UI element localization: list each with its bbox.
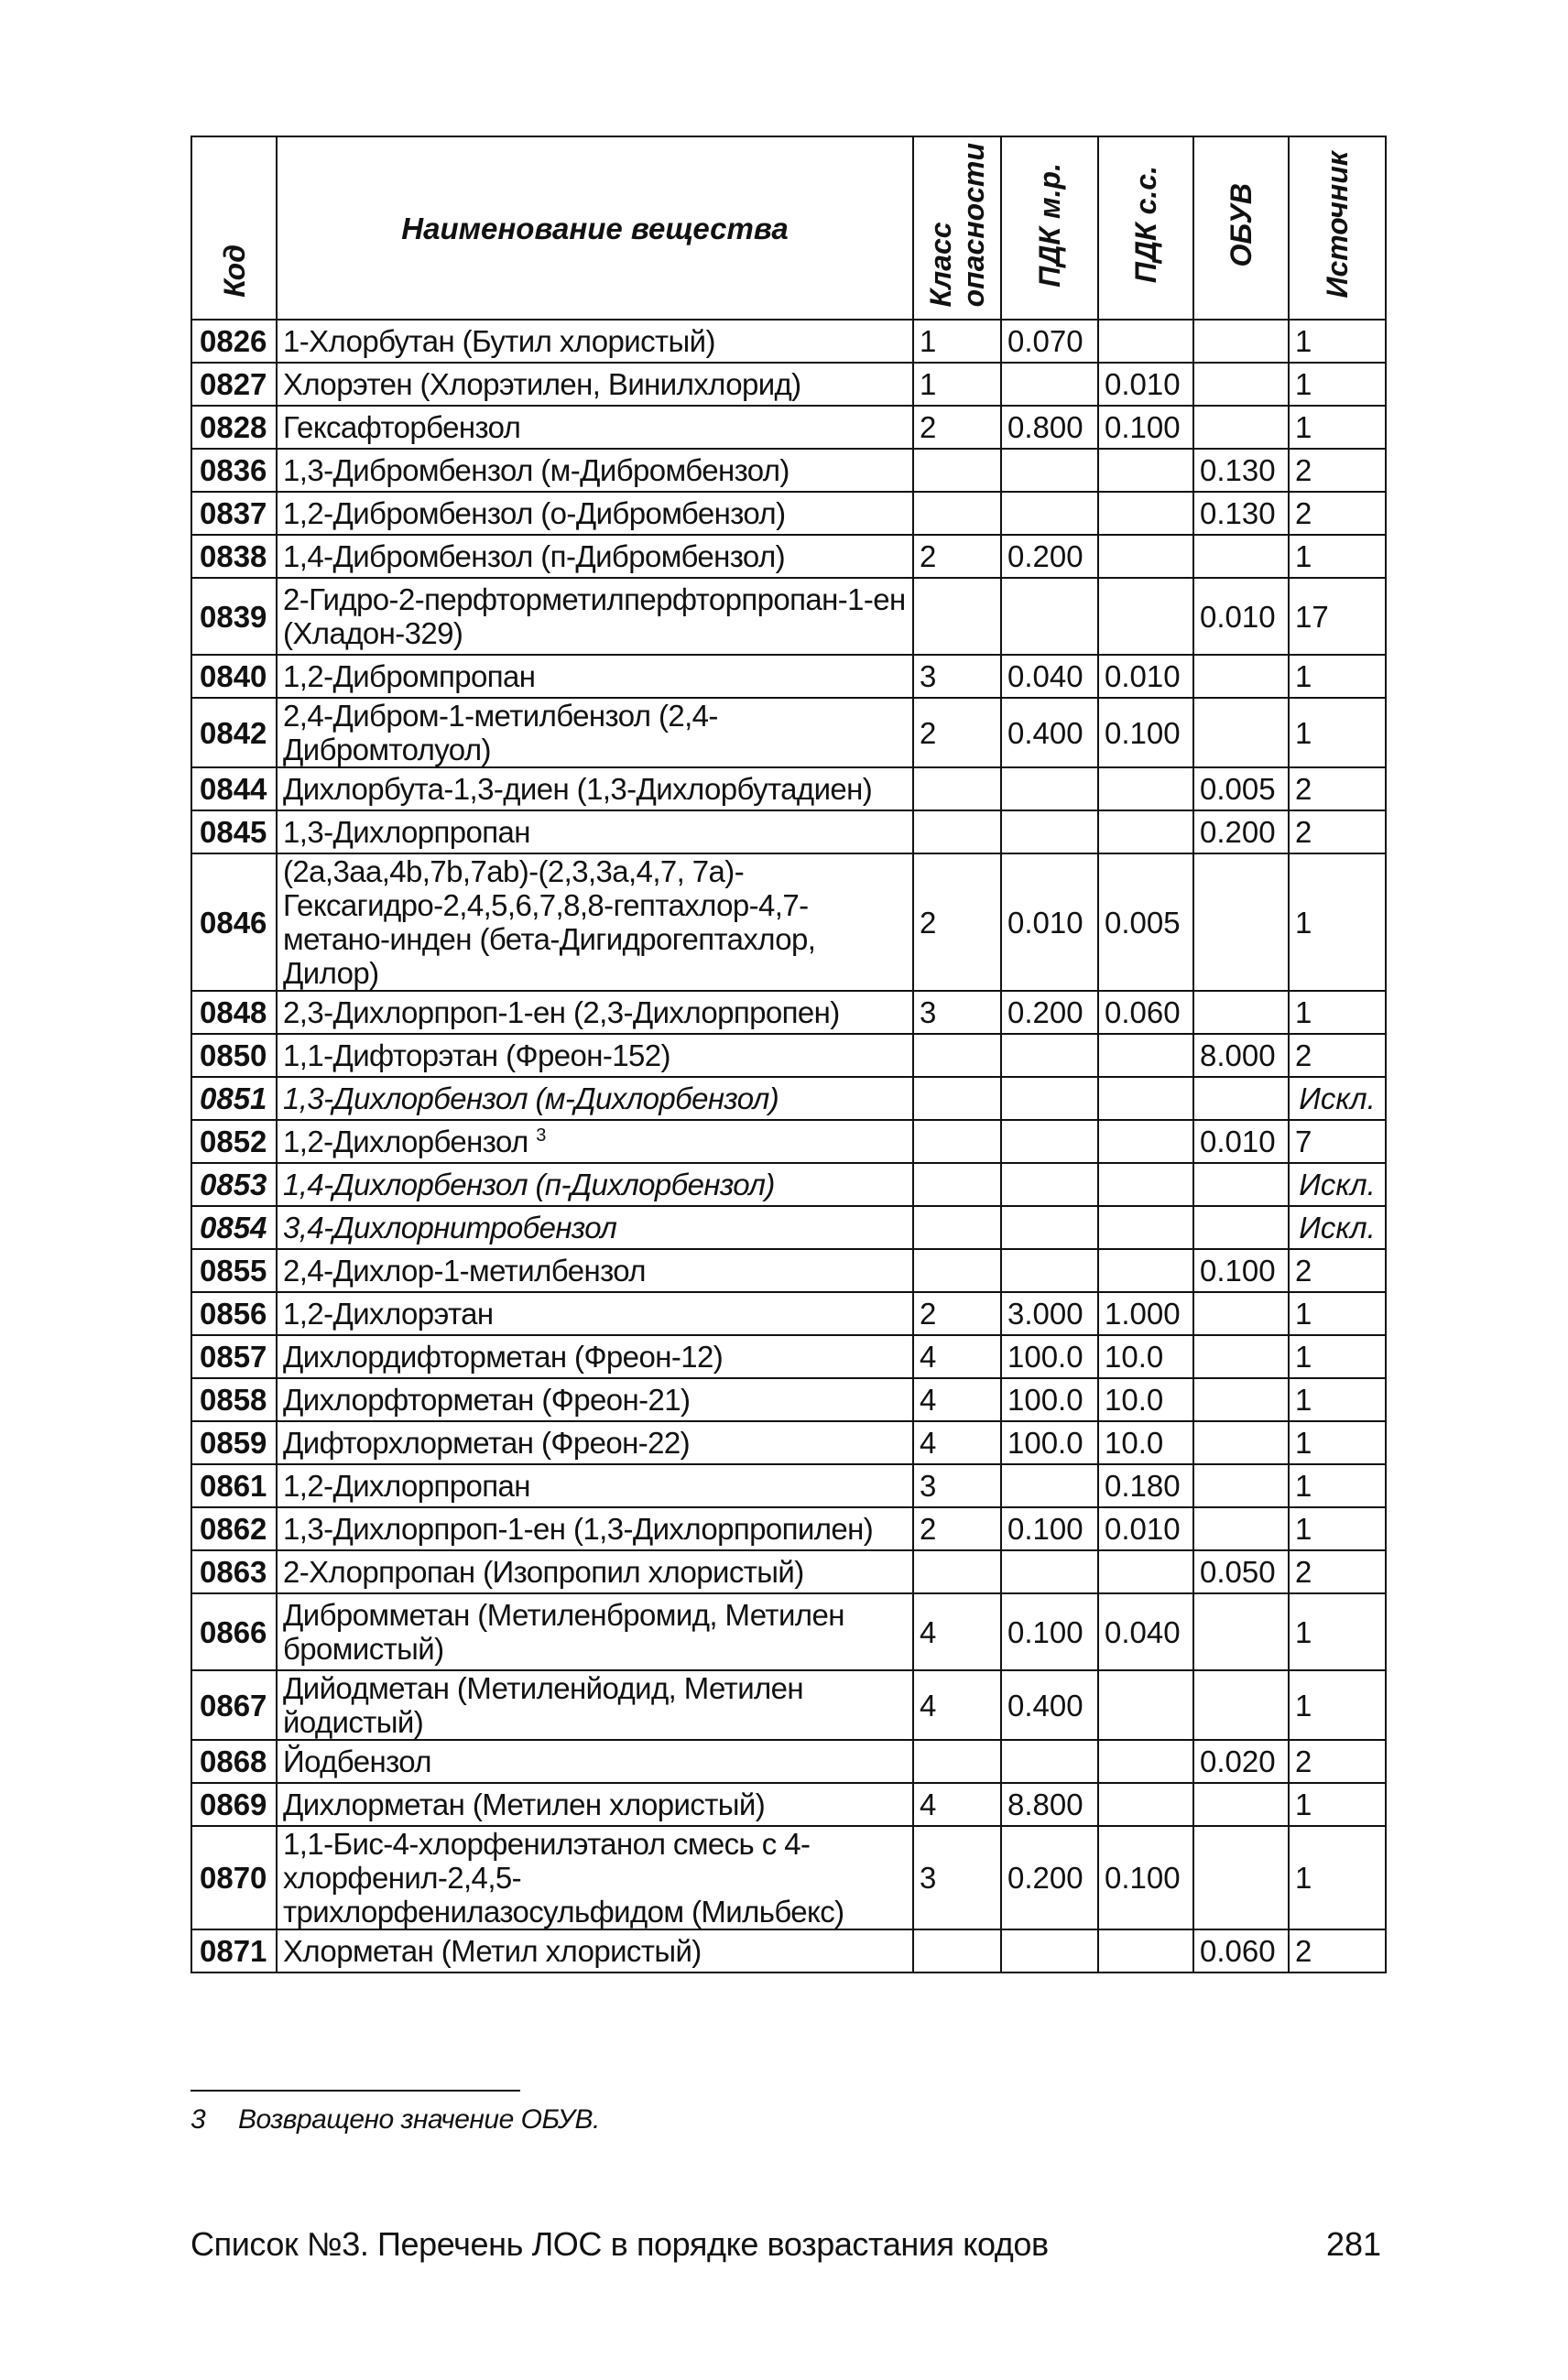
cell-code: 0848 bbox=[191, 991, 277, 1034]
cell-pdk-mr bbox=[1001, 810, 1098, 853]
table-row bbox=[191, 1120, 1386, 1163]
cell-pdk-mr: 0.010 bbox=[1001, 853, 1098, 991]
table-row bbox=[191, 1593, 1386, 1670]
table-body bbox=[191, 320, 1386, 1972]
cell-name: Хлорметан (Метил хлористый) bbox=[277, 1929, 913, 1972]
cell-pdk-mr bbox=[1001, 1249, 1098, 1292]
table-row bbox=[191, 578, 1386, 655]
cell-name: 1,2-Дихлорбензол $^3$ bbox=[277, 1120, 913, 1163]
cell-code: 0861 bbox=[191, 1464, 277, 1507]
cell-source: Искл. bbox=[1289, 1163, 1386, 1206]
cell-code: 0854 bbox=[191, 1206, 277, 1249]
cell-source: 1 bbox=[1289, 1593, 1386, 1670]
cell-obuv bbox=[1193, 853, 1289, 991]
table-row bbox=[191, 1550, 1386, 1593]
table-row bbox=[191, 1421, 1386, 1464]
cell-pdk-ss bbox=[1098, 1740, 1193, 1783]
cell-pdk-ss: 1.000 bbox=[1098, 1292, 1193, 1335]
cell-source: 1 bbox=[1289, 1670, 1386, 1740]
cell-pdk-mr: 0.200 bbox=[1001, 1826, 1098, 1929]
cell-name: Дихлорбута-1,3-диен (1,3-Дихлорбутадиен) bbox=[277, 767, 913, 810]
cell-hazard-class bbox=[913, 767, 1001, 810]
cell-pdk-ss: 0.005 bbox=[1098, 853, 1193, 991]
cell-pdk-ss: 0.180 bbox=[1098, 1464, 1193, 1507]
cell-name: 1-Хлорбутан (Бутил хлористый) bbox=[277, 320, 913, 363]
cell-obuv bbox=[1193, 655, 1289, 698]
cell-code: 0855 bbox=[191, 1249, 277, 1292]
table-row bbox=[191, 1206, 1386, 1249]
header-pdk-ss-label: ПДК с.с. bbox=[1129, 166, 1162, 284]
cell-obuv bbox=[1193, 1783, 1289, 1826]
header-pdk-mr bbox=[1001, 136, 1098, 320]
cell-source: 2 bbox=[1289, 1929, 1386, 1972]
cell-code: 0853 bbox=[191, 1163, 277, 1206]
cell-code: 0857 bbox=[191, 1335, 277, 1378]
table-header-row bbox=[191, 136, 1386, 320]
header-obuv-label: ОБУВ bbox=[1225, 182, 1258, 267]
cell-hazard-class: 3 bbox=[913, 1826, 1001, 1929]
cell-obuv bbox=[1193, 363, 1289, 406]
cell-hazard-class bbox=[913, 1120, 1001, 1163]
table-row bbox=[191, 767, 1386, 810]
cell-pdk-ss bbox=[1098, 1120, 1193, 1163]
cell-hazard-class bbox=[913, 492, 1001, 535]
table-row bbox=[191, 320, 1386, 363]
cell-pdk-mr: 100.0 bbox=[1001, 1335, 1098, 1378]
cell-pdk-ss bbox=[1098, 810, 1193, 853]
header-source-label: Источник bbox=[1321, 151, 1354, 299]
cell-hazard-class: 4 bbox=[913, 1670, 1001, 1740]
cell-obuv: 8.000 bbox=[1193, 1034, 1289, 1077]
cell-hazard-class bbox=[913, 1206, 1001, 1249]
cell-pdk-mr: 0.200 bbox=[1001, 535, 1098, 578]
cell-code: 0852 bbox=[191, 1120, 277, 1163]
cell-code: 0867 bbox=[191, 1670, 277, 1740]
header-code bbox=[191, 136, 277, 320]
cell-pdk-ss: 10.0 bbox=[1098, 1335, 1193, 1378]
cell-source: Искл. bbox=[1289, 1206, 1386, 1249]
cell-name: Дихлорфторметан (Фреон-21) bbox=[277, 1378, 913, 1421]
header-name bbox=[277, 136, 913, 320]
table-row bbox=[191, 655, 1386, 698]
cell-hazard-class bbox=[913, 1077, 1001, 1120]
table-row bbox=[191, 492, 1386, 535]
cell-name: Гексафторбензол bbox=[277, 406, 913, 449]
cell-name: 2,3-Дихлорпроп-1-ен (2,3-Дихлорпропен) bbox=[277, 991, 913, 1034]
cell-hazard-class bbox=[913, 1929, 1001, 1972]
cell-pdk-mr bbox=[1001, 1929, 1098, 1972]
cell-obuv: 0.060 bbox=[1193, 1929, 1289, 1972]
footnote-number: 3 bbox=[191, 2104, 206, 2135]
cell-pdk-ss bbox=[1098, 1670, 1193, 1740]
cell-name: 1,3-Дибромбензол (м-Дибромбензол) bbox=[277, 449, 913, 492]
substances-table-wrapper bbox=[191, 136, 1385, 1973]
cell-obuv bbox=[1193, 1378, 1289, 1421]
cell-source: 2 bbox=[1289, 1550, 1386, 1593]
cell-name: Дийодметан (Метиленйодид, Метилен йодистый) bbox=[277, 1670, 913, 1740]
cell-code: 0836 bbox=[191, 449, 277, 492]
cell-pdk-mr: 0.400 bbox=[1001, 698, 1098, 767]
cell-pdk-mr: 0.100 bbox=[1001, 1593, 1098, 1670]
table-row bbox=[191, 698, 1386, 767]
cell-obuv bbox=[1193, 320, 1289, 363]
cell-code: 0868 bbox=[191, 1740, 277, 1783]
cell-pdk-ss bbox=[1098, 578, 1193, 655]
cell-hazard-class bbox=[913, 1034, 1001, 1077]
cell-pdk-ss bbox=[1098, 1550, 1193, 1593]
cell-pdk-ss bbox=[1098, 1783, 1193, 1826]
cell-code: 0856 bbox=[191, 1292, 277, 1335]
cell-code: 0851 bbox=[191, 1077, 277, 1120]
cell-obuv bbox=[1193, 1464, 1289, 1507]
cell-hazard-class: 1 bbox=[913, 320, 1001, 363]
cell-hazard-class: 3 bbox=[913, 655, 1001, 698]
cell-name: Хлорэтен (Хлорэтилен, Винилхлорид) bbox=[277, 363, 913, 406]
cell-obuv bbox=[1193, 535, 1289, 578]
cell-pdk-ss: 0.040 bbox=[1098, 1593, 1193, 1670]
cell-code: 0859 bbox=[191, 1421, 277, 1464]
footnote-reference: 3 bbox=[536, 1125, 546, 1146]
cell-pdk-mr bbox=[1001, 1550, 1098, 1593]
cell-code: 0866 bbox=[191, 1593, 277, 1670]
cell-pdk-ss bbox=[1098, 1929, 1193, 1972]
cell-pdk-ss: 0.060 bbox=[1098, 991, 1193, 1034]
cell-pdk-ss bbox=[1098, 535, 1193, 578]
cell-pdk-mr bbox=[1001, 1077, 1098, 1120]
cell-source: 1 bbox=[1289, 991, 1386, 1034]
cell-hazard-class bbox=[913, 449, 1001, 492]
cell-name: Дифторхлорметан (Фреон-22) bbox=[277, 1421, 913, 1464]
cell-pdk-ss bbox=[1098, 1163, 1193, 1206]
cell-code: 0837 bbox=[191, 492, 277, 535]
cell-obuv bbox=[1193, 1292, 1289, 1335]
cell-source: 1 bbox=[1289, 1421, 1386, 1464]
cell-obuv bbox=[1193, 1421, 1289, 1464]
cell-hazard-class: 3 bbox=[913, 991, 1001, 1034]
cell-code: 0845 bbox=[191, 810, 277, 853]
cell-code: 0827 bbox=[191, 363, 277, 406]
cell-name: 1,4-Дихлорбензол (п-Дихлорбензол) bbox=[277, 1163, 913, 1206]
cell-source: 2 bbox=[1289, 449, 1386, 492]
cell-code: 0858 bbox=[191, 1378, 277, 1421]
cell-code: 0862 bbox=[191, 1507, 277, 1550]
cell-pdk-mr: 0.400 bbox=[1001, 1670, 1098, 1740]
cell-name: 2,4-Дихлор-1-метилбензол bbox=[277, 1249, 913, 1292]
table-row bbox=[191, 535, 1386, 578]
cell-name: 1,2-Дибромпропан bbox=[277, 655, 913, 698]
cell-pdk-mr bbox=[1001, 1034, 1098, 1077]
cell-source: 1 bbox=[1289, 655, 1386, 698]
cell-name: 2-Хлорпропан (Изопропил хлористый) bbox=[277, 1550, 913, 1593]
cell-obuv bbox=[1193, 1206, 1289, 1249]
cell-source: Искл. bbox=[1289, 1077, 1386, 1120]
cell-pdk-ss: 0.010 bbox=[1098, 1507, 1193, 1550]
cell-hazard-class: 4 bbox=[913, 1335, 1001, 1378]
cell-name: 1,1-Дифторэтан (Фреон-152) bbox=[277, 1034, 913, 1077]
cell-hazard-class: 4 bbox=[913, 1783, 1001, 1826]
cell-pdk-mr: 100.0 bbox=[1001, 1378, 1098, 1421]
cell-source: 17 bbox=[1289, 578, 1386, 655]
table-row bbox=[191, 406, 1386, 449]
cell-source: 1 bbox=[1289, 363, 1386, 406]
cell-pdk-ss bbox=[1098, 1249, 1193, 1292]
table-row bbox=[191, 1335, 1386, 1378]
cell-code: 0870 bbox=[191, 1826, 277, 1929]
cell-pdk-ss: 10.0 bbox=[1098, 1378, 1193, 1421]
cell-obuv: 0.020 bbox=[1193, 1740, 1289, 1783]
cell-source: 1 bbox=[1289, 1292, 1386, 1335]
cell-source: 1 bbox=[1289, 1507, 1386, 1550]
table-row bbox=[191, 1464, 1386, 1507]
table-row bbox=[191, 1929, 1386, 1972]
cell-code: 0871 bbox=[191, 1929, 277, 1972]
table-row bbox=[191, 991, 1386, 1034]
cell-source: 1 bbox=[1289, 535, 1386, 578]
cell-source: 7 bbox=[1289, 1120, 1386, 1163]
cell-source: 1 bbox=[1289, 698, 1386, 767]
cell-code: 0840 bbox=[191, 655, 277, 698]
cell-code: 0844 bbox=[191, 767, 277, 810]
cell-hazard-class: 4 bbox=[913, 1421, 1001, 1464]
table-row bbox=[191, 1163, 1386, 1206]
cell-source: 1 bbox=[1289, 406, 1386, 449]
cell-obuv bbox=[1193, 1593, 1289, 1670]
cell-hazard-class bbox=[913, 1163, 1001, 1206]
cell-source: 2 bbox=[1289, 1740, 1386, 1783]
header-hazard-class-label: Класс опасности bbox=[924, 142, 990, 308]
substances-table bbox=[191, 136, 1387, 1973]
cell-pdk-ss: 0.010 bbox=[1098, 655, 1193, 698]
cell-name: 1,1-Бис-4-хлорфенилэтанол смесь с 4-хлорфенил-2,4,5-трихлорфенилазосульфидом (Мильбекс) bbox=[277, 1826, 913, 1929]
cell-pdk-mr bbox=[1001, 1464, 1098, 1507]
table-row bbox=[191, 1783, 1386, 1826]
cell-name: 1,2-Дихлорпропан bbox=[277, 1464, 913, 1507]
cell-obuv bbox=[1193, 1335, 1289, 1378]
cell-pdk-mr bbox=[1001, 1206, 1098, 1249]
cell-name: Дихлорметан (Метилен хлористый) bbox=[277, 1783, 913, 1826]
cell-obuv: 0.050 bbox=[1193, 1550, 1289, 1593]
table-row bbox=[191, 1670, 1386, 1740]
cell-source: 1 bbox=[1289, 1464, 1386, 1507]
header-pdk-mr-label: ПДК м.р. bbox=[1033, 162, 1066, 288]
cell-name: 1,3-Дихлорпропан bbox=[277, 810, 913, 853]
cell-code: 0869 bbox=[191, 1783, 277, 1826]
cell-source: 2 bbox=[1289, 767, 1386, 810]
cell-pdk-ss: 10.0 bbox=[1098, 1421, 1193, 1464]
header-source bbox=[1289, 136, 1386, 320]
footnote bbox=[191, 2104, 600, 2135]
cell-obuv bbox=[1193, 1507, 1289, 1550]
cell-hazard-class: 2 bbox=[913, 1292, 1001, 1335]
cell-pdk-ss: 0.100 bbox=[1098, 698, 1193, 767]
cell-name: 1,3-Дихлорбензол (м-Дихлорбензол) bbox=[277, 1077, 913, 1120]
header-code-label: Код bbox=[217, 244, 251, 298]
cell-hazard-class bbox=[913, 1249, 1001, 1292]
cell-obuv: 0.130 bbox=[1193, 449, 1289, 492]
cell-code: 0842 bbox=[191, 698, 277, 767]
cell-pdk-mr bbox=[1001, 492, 1098, 535]
cell-obuv bbox=[1193, 1163, 1289, 1206]
cell-pdk-mr: 0.800 bbox=[1001, 406, 1098, 449]
cell-pdk-ss bbox=[1098, 1077, 1193, 1120]
cell-pdk-ss bbox=[1098, 449, 1193, 492]
footnote-text: Возвращено значение ОБУВ. bbox=[238, 2104, 600, 2135]
cell-obuv: 0.010 bbox=[1193, 578, 1289, 655]
table-row bbox=[191, 1826, 1386, 1929]
header-obuv bbox=[1193, 136, 1289, 320]
cell-pdk-ss: 0.100 bbox=[1098, 406, 1193, 449]
table-row bbox=[191, 1077, 1386, 1120]
cell-code: 0850 bbox=[191, 1034, 277, 1077]
cell-pdk-mr: 3.000 bbox=[1001, 1292, 1098, 1335]
cell-source: 1 bbox=[1289, 320, 1386, 363]
cell-hazard-class bbox=[913, 1550, 1001, 1593]
cell-hazard-class: 2 bbox=[913, 406, 1001, 449]
cell-name: 1,3-Дихлорпроп-1-ен (1,3-Дихлорпропилен) bbox=[277, 1507, 913, 1550]
table-row bbox=[191, 1378, 1386, 1421]
cell-name: 1,2-Дибромбензол (о-Дибромбензол) bbox=[277, 492, 913, 535]
header-pdk-ss bbox=[1098, 136, 1193, 320]
cell-pdk-mr bbox=[1001, 363, 1098, 406]
cell-pdk-ss: 0.100 bbox=[1098, 1826, 1193, 1929]
cell-name: 2-Гидро-2-перфторметилперфторпропан-1-ен (Хладон-329) bbox=[277, 578, 913, 655]
cell-code: 0838 bbox=[191, 535, 277, 578]
cell-hazard-class bbox=[913, 578, 1001, 655]
cell-code: 0826 bbox=[191, 320, 277, 363]
cell-hazard-class: 4 bbox=[913, 1593, 1001, 1670]
cell-name: 1,2-Дихлорэтан bbox=[277, 1292, 913, 1335]
cell-hazard-class: 4 bbox=[913, 1378, 1001, 1421]
cell-name: 3,4-Дихлорнитробензол bbox=[277, 1206, 913, 1249]
cell-obuv: 0.100 bbox=[1193, 1249, 1289, 1292]
cell-source: 1 bbox=[1289, 1826, 1386, 1929]
table-row bbox=[191, 449, 1386, 492]
table-row bbox=[191, 1249, 1386, 1292]
cell-pdk-mr: 100.0 bbox=[1001, 1421, 1098, 1464]
cell-source: 1 bbox=[1289, 853, 1386, 991]
cell-obuv bbox=[1193, 1826, 1289, 1929]
cell-obuv: 0.200 bbox=[1193, 810, 1289, 853]
cell-obuv: 0.130 bbox=[1193, 492, 1289, 535]
cell-pdk-mr: 0.040 bbox=[1001, 655, 1098, 698]
cell-name: 2,4-Дибром-1-метилбензол (2,4-Дибромтолуол) bbox=[277, 698, 913, 767]
cell-pdk-mr bbox=[1001, 1740, 1098, 1783]
cell-pdk-mr bbox=[1001, 1163, 1098, 1206]
table-row bbox=[191, 1507, 1386, 1550]
footnote-divider bbox=[191, 2090, 520, 2092]
cell-code: 0828 bbox=[191, 406, 277, 449]
cell-source: 2 bbox=[1289, 810, 1386, 853]
cell-source: 2 bbox=[1289, 492, 1386, 535]
cell-obuv bbox=[1193, 991, 1289, 1034]
table-row bbox=[191, 1292, 1386, 1335]
cell-source: 1 bbox=[1289, 1335, 1386, 1378]
cell-pdk-ss bbox=[1098, 767, 1193, 810]
table-row bbox=[191, 853, 1386, 991]
cell-source: 1 bbox=[1289, 1783, 1386, 1826]
cell-name: Дибромметан (Метиленбромид, Метилен бромистый) bbox=[277, 1593, 913, 1670]
cell-pdk-mr bbox=[1001, 578, 1098, 655]
cell-code: 0863 bbox=[191, 1550, 277, 1593]
page-number: 281 bbox=[1326, 2225, 1382, 2263]
cell-source: 2 bbox=[1289, 1249, 1386, 1292]
cell-pdk-mr: 0.200 bbox=[1001, 991, 1098, 1034]
table-row bbox=[191, 363, 1386, 406]
cell-pdk-ss bbox=[1098, 1034, 1193, 1077]
table-row bbox=[191, 1034, 1386, 1077]
cell-hazard-class: 2 bbox=[913, 853, 1001, 991]
cell-hazard-class: 1 bbox=[913, 363, 1001, 406]
cell-obuv bbox=[1193, 1670, 1289, 1740]
cell-pdk-ss bbox=[1098, 1206, 1193, 1249]
cell-source: 2 bbox=[1289, 1034, 1386, 1077]
cell-source: 1 bbox=[1289, 1378, 1386, 1421]
cell-hazard-class: 2 bbox=[913, 1507, 1001, 1550]
cell-obuv: 0.010 bbox=[1193, 1120, 1289, 1163]
cell-pdk-ss bbox=[1098, 320, 1193, 363]
cell-code: 0839 bbox=[191, 578, 277, 655]
cell-pdk-mr: 0.100 bbox=[1001, 1507, 1098, 1550]
cell-pdk-ss: 0.010 bbox=[1098, 363, 1193, 406]
cell-name: (2a,3aa,4b,7b,7ab)-(2,3,3a,4,7, 7a)-Гексагидро-2,4,5,6,7,8,8-гептахлор-4,7-метано-инден (бета-Дигидрогептахлор, Дилор) bbox=[277, 853, 913, 991]
cell-pdk-mr bbox=[1001, 449, 1098, 492]
cell-obuv bbox=[1193, 1077, 1289, 1120]
cell-pdk-mr: 0.070 bbox=[1001, 320, 1098, 363]
cell-name: 1,4-Дибромбензол (п-Дибромбензол) bbox=[277, 535, 913, 578]
header-name-label: Наименование вещества bbox=[401, 211, 789, 245]
table-row bbox=[191, 1740, 1386, 1783]
cell-hazard-class bbox=[913, 1740, 1001, 1783]
cell-obuv: 0.005 bbox=[1193, 767, 1289, 810]
running-title: Список №3. Перечень ЛОС в порядке возрастания кодов bbox=[191, 2225, 1049, 2263]
cell-name: Дихлордифторметан (Фреон-12) bbox=[277, 1335, 913, 1378]
cell-name: Йодбензол bbox=[277, 1740, 913, 1783]
cell-obuv bbox=[1193, 698, 1289, 767]
cell-pdk-mr: 8.800 bbox=[1001, 1783, 1098, 1826]
cell-hazard-class: 3 bbox=[913, 1464, 1001, 1507]
cell-pdk-mr bbox=[1001, 1120, 1098, 1163]
table-row bbox=[191, 810, 1386, 853]
header-hazard-class bbox=[913, 136, 1001, 320]
cell-hazard-class: 2 bbox=[913, 698, 1001, 767]
cell-hazard-class: 2 bbox=[913, 535, 1001, 578]
cell-code: 0846 bbox=[191, 853, 277, 991]
cell-hazard-class bbox=[913, 810, 1001, 853]
cell-obuv bbox=[1193, 406, 1289, 449]
cell-pdk-mr bbox=[1001, 767, 1098, 810]
cell-pdk-ss bbox=[1098, 492, 1193, 535]
